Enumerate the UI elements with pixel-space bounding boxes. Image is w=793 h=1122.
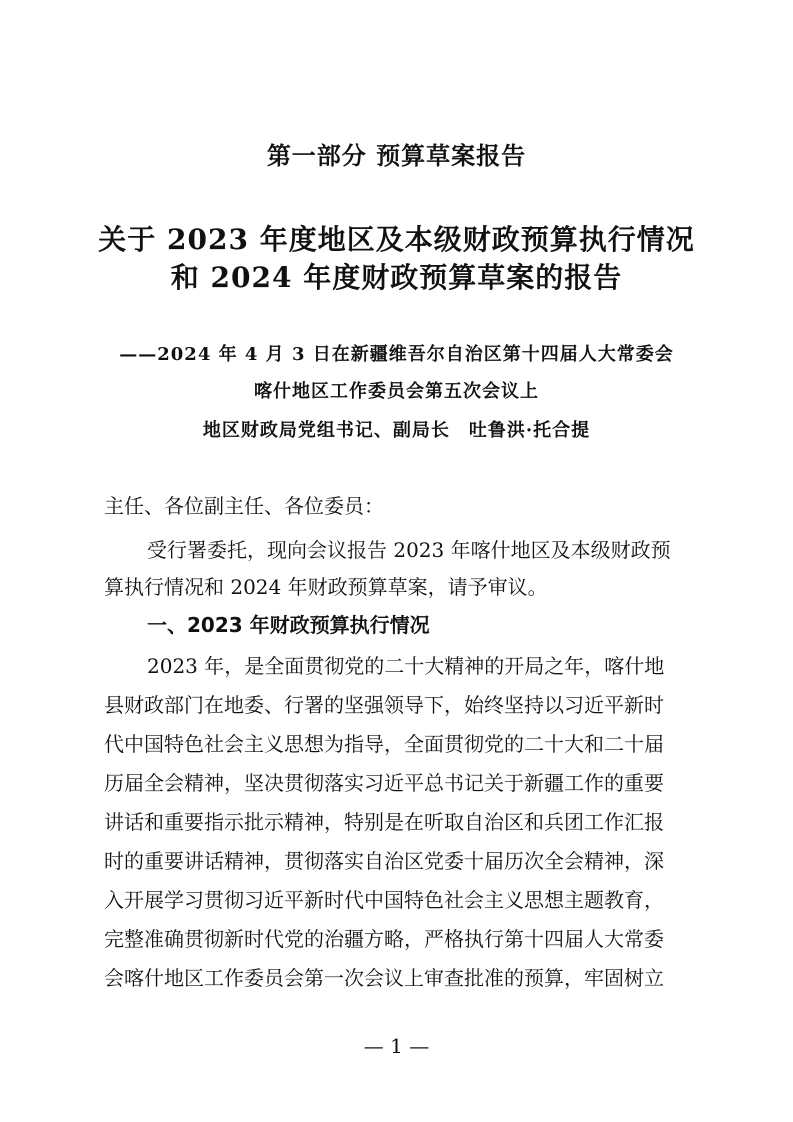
intro-line-2: 算执行情况和 2024 年财政预算草案，请予审议。 <box>104 575 548 599</box>
subtitle-line-2: 喀什地区工作委员会第五次会议上 <box>254 381 539 402</box>
body-line-5: 讲话和重要指示批示精神，特别是在听取自治区和兵团工作汇报 <box>104 810 664 834</box>
page-number: — 1 — <box>363 1034 430 1058</box>
report-title-line-1: 关于 2023 年度地区及本级财政预算执行情况 <box>98 223 695 256</box>
salutation: 主任、各位副主任、各位委员： <box>104 494 384 518</box>
part-title: 第一部分 预算草案报告 <box>266 142 527 170</box>
body-line-7: 入开展学习贯彻习近平新时代中国特色社会主义思想主题教育， <box>104 888 664 912</box>
body-line-9: 会喀什地区工作委员会第一次会议上审查批准的预算，牢固树立 <box>104 966 664 990</box>
body-line-1: 2023 年，是全面贯彻党的二十大精神的开局之年，喀什地 <box>147 654 665 678</box>
body-line-4: 历届全会精神，坚决贯彻落实习近平总书记关于新疆工作的重要 <box>104 771 664 795</box>
report-title-line-2: 和 2024 年度财政预算草案的报告 <box>170 261 623 294</box>
subtitle-line-1: ——2024 年 4 月 3 日在新疆维吾尔自治区第十四届人大常委会 <box>119 344 674 365</box>
body-line-6: 时的重要讲话精神，贯彻落实自治区党委十届历次全会精神，深 <box>104 849 664 873</box>
body-line-3: 代中国特色社会主义思想为指导，全面贯彻党的二十大和二十届 <box>104 732 664 756</box>
intro-line-1: 受行署委托，现向会议报告 2023 年喀什地区及本级财政预 <box>147 538 671 562</box>
body-line-2: 县财政部门在地委、行署的坚强领导下，始终坚持以习近平新时 <box>104 693 664 717</box>
section-heading: 一、2023 年财政预算执行情况 <box>147 613 430 637</box>
body-line-8: 完整准确贯彻新时代党的治疆方略，严格执行第十四届人大常委 <box>104 927 664 951</box>
subtitle-line-3: 地区财政局党组书记、副局长 吐鲁洪·托合提 <box>202 420 591 441</box>
